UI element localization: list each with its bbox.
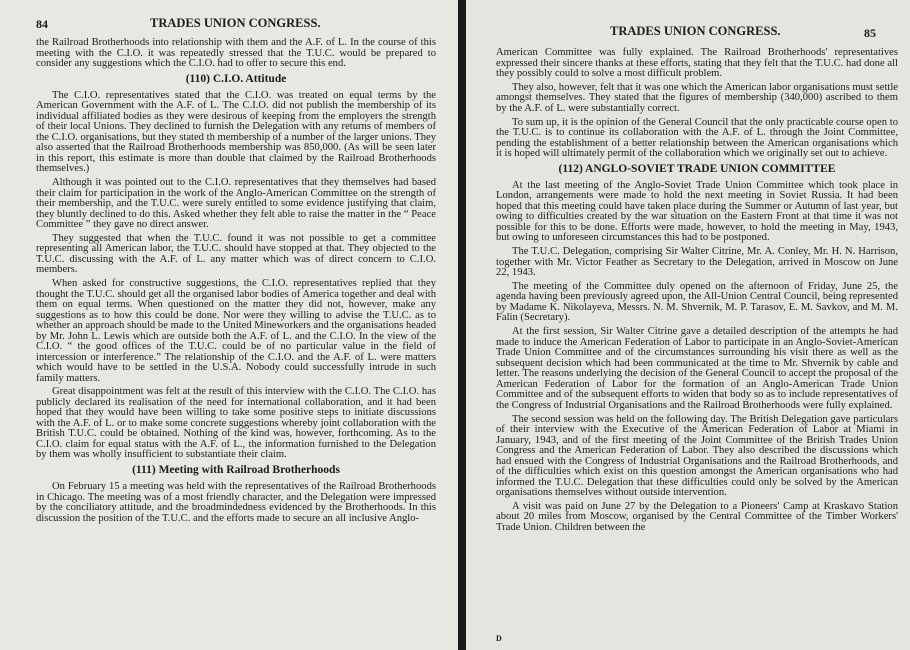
paragraph: The C.I.O. representatives stated that the C.I.O. was treated on equal terms by the American Government with the A.F. of L. The C.I.O. did not publish the membership of its individual affiliated bodies as they were desirous of keeping from the employers the strength of their local Unions. They declined to furnish the Delegation with any returns of members of the C.I.O. organisations, but they stated th membership of a number of the larger unions. They also asserted that the Railroad Brotherhoods membership was 850,000. (As will be seen later in this report, this estimate is more than double that claimed by the Railroad Brotherhoods themselves.) [36, 89, 436, 175]
left-running-header: TRADES UNION CONGRESS. [150, 16, 321, 30]
left-page-number: 84 [36, 17, 48, 31]
paragraph: On February 15 a meeting was held with the representatives of the Railroad Brotherhoods in Chicago. The meeting was of a most friendly character, and the Delegation were impressed by the conciliatory attitude, and the broadmindedness evidenced by the Brotherhoods. In this discussion the position of the T.U.C. and the efforts made to secure an all inclusive Anglo- [36, 481, 436, 524]
paragraph: Great disappointment was felt at the result of this interview with the C.I.O. The C.I.O. has publicly declared its realisation of the need for international collaboration, and it had been hoped that they would have been willing to take some positive steps to initiate discussions with the A.F. of L. or to make some concrete suggestions whereby joint collaboration with the British T.U.C. could be obtained. Nothing of the kind was, however, forthcoming. As to the C.I.O. claim for equal status with the A.F. of L., the information furnished to the Delegation by them was wholly insufficient to substantiate their claim. [36, 386, 436, 461]
paragraph: The T.U.C. Delegation, comprising Sir Walter Citrine, Mr. A. Conley, Mr. H. N. Harrison, together with Mr. Victor Feather as Secretary to the Delegation, arrived in Moscow on June 22, 1943. [496, 246, 898, 279]
section-heading-111: (111) Meeting with Railroad Brotherhoods [132, 464, 340, 477]
paragraph: They suggested that when the T.U.C. found it was not possible to get a committee representing all American labor, the T.U.C. should have stopped at that. They objected to the T.U.C. discussing with the A.F. of L. any matter which was of direct concern to C.I.O. members. [36, 232, 436, 276]
paragraph: The second session was held on the following day. The British Delegation gave particulars of their interview with the Executive of the American Federation of Labor at Miami in January, 1943, and of the first meeting of the Joint Committee of the British Trades Union Congress and the American Federation of Labor. They also described the discussions which had ensued with the Congress of Industrial Organisations and the Railroad Brotherhoods, and of the difficulties which exist on this question amongst the American organisations who had informed the T.U.C. Delegation that these difficulties could only be solved by the American organisations themselves without outside intervention. [496, 413, 898, 499]
paragraph: To sum up, it is the opinion of the General Council that the only practicable course open to the T.U.C. is to continue its collaboration with the A.F. of L. through the Joint Committee, pending the establishment of a better relationship between the American organisations which it is hoped will ultimately permit of the collaboration which we originally set out to achieve. [496, 116, 898, 160]
paragraph: At the first session, Sir Walter Citrine gave a detailed description of the attempts he had made to induce the American Federation of Labor to participate in an Anglo-Soviet-American Trade Union Committee and of the circumstances surrounding his visit there as well as the subsequent decision which had been communicated at the time to Mr. Shvernik by cable and letter. The reasons underlying the decision of the General Council to accept the proposal of the American Federation of Labor for the formation of an Anglo-American Trade Union Committee and of the subsequent efforts to widen that body so as to include representatives of the Congress of Industrial Organisations and the Railroad Brotherhoods were fully explained. [496, 326, 898, 411]
left-text-column [36, 38, 436, 528]
right-text-column [496, 48, 898, 537]
paragraph: The meeting of the Committee duly opened on the afternoon of Friday, June 25, the agenda having been previously agreed upon, the All-Union Central Council, being represented by Madame K. Nikolayeva, Messrs. N. M. Shvernik, M. P. Tarasov, E. M. Savkov, and M. M. Falin (Secretary). [496, 280, 898, 324]
paragraph: When asked for constructive suggestions, the C.I.O. representatives replied that they thought the T.U.C. should get all the organised labor bodies of America together and deal with them on equal terms. When questioned on the matter they did not, however, make any suggestions as to how this could be done. Nor were they willing to advise the T.U.C. as to whether an approach should be made to the United Mineworkers and the organisations headed by Mr. John L. Lewis which are outside both the A.F. of L. and the C.I.O. In the view of the C.I.O. “ the good offices of the T.U.C. could be of no particular value in the field of intercession or interference.” The relationship of the C.I.O. and the A.F. of L. were matters which would have to be settled in the U.S.A. Nobody could successfully intrude in such family matters. [36, 278, 436, 384]
section-heading-110: (110) C.I.O. Attitude [185, 72, 287, 85]
book-gutter [458, 0, 466, 650]
paragraph: American Committee was fully explained. The Railroad Brotherhoods' representatives expressed their sincere thanks at these efforts, stating that they felt that the T.U.C. had done all they possibly could to solve a most difficult problem. [496, 47, 898, 79]
signature-mark: D [496, 634, 502, 643]
paragraph: They also, however, felt that it was one which the American labor organisations must settle amongst themselves. They stated that the figures of membership (340,000) ascribed to them by the A.F. of L. were substantially correct. [496, 81, 898, 114]
right-running-header: TRADES UNION CONGRESS. [610, 24, 781, 38]
paragraph: the Railroad Brotherhoods into relationship with them and the A.F. of L. In the course of this meeting with the C.I.O. it was repeatedly stressed that the T.U.C. would be prepared to consider any suggestions which the C.I.O. had to offer to secure this end. [36, 37, 436, 69]
section-heading-112: (112) ANGLO-SOVIET TRADE UNION COMMITTEE [558, 162, 836, 175]
right-page [466, 0, 910, 650]
paragraph: Although it was pointed out to the C.I.O. representatives that they themselves had based their claim for participation in the work of the Anglo-American Committee on the strength of their membership, and the T.U.C. were surely entitled to some evidence justifying that claim, they bluntly declined to do this. Asked whether they felt able to raise the matter in the “ Peace Committee ” they gave no direct answer. [36, 177, 436, 231]
paragraph: At the last meeting of the Anglo-Soviet Trade Union Committee which took place in London, arrangements were made to hold the next meeting in Soviet Russia. It had been hoped that this meeting could have taken place during the Summer or Autumn of last year, but owing to difficulties created by the war situation on the Eastern Front at that time it was not possible for this to be done. Efforts were made, however, to hold the meeting in May, 1943, but owing to unforeseen circumstances this had to be postponed. [496, 179, 898, 244]
paragraph: A visit was paid on June 27 by the Delegation to a Pioneers' Camp at Kraskavo Station about 20 miles from Moscow, organised by the Central Committee of the Timber Workers' Trade Union. Children between the [496, 500, 898, 533]
right-page-number: 85 [864, 26, 876, 40]
